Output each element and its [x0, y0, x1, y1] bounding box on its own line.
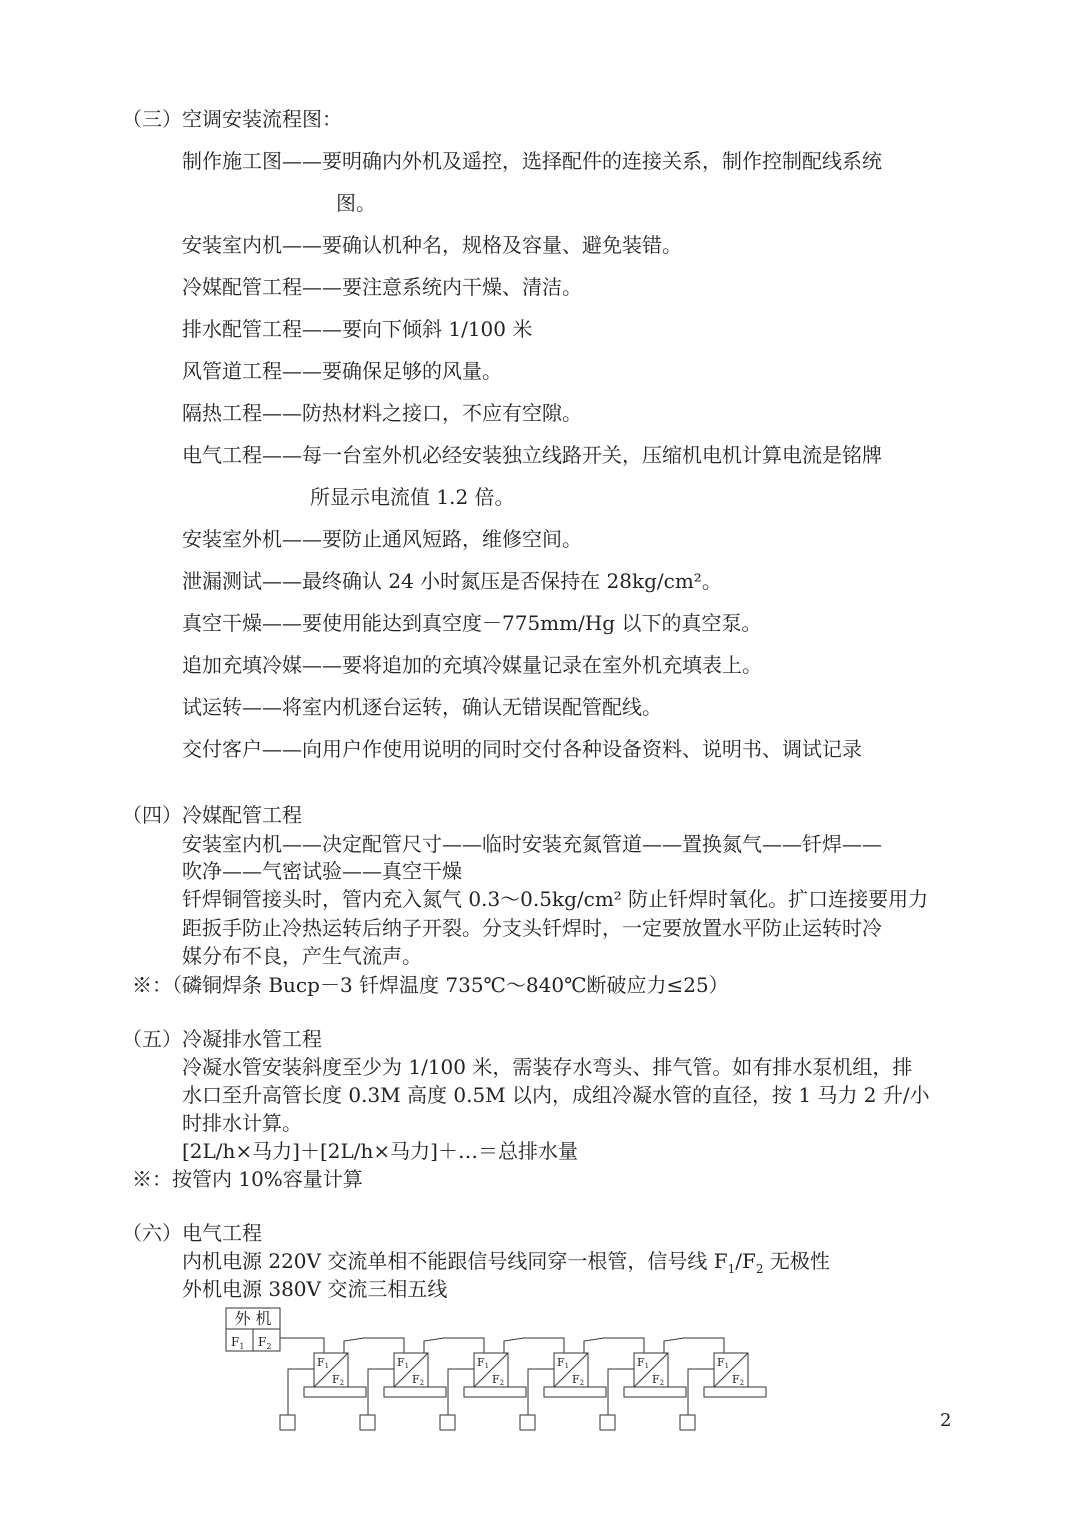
section5-line: 时排水计算。 [182, 1111, 302, 1135]
signal-line [344, 1338, 404, 1353]
remote-controller-box [520, 1415, 535, 1430]
controller-wire [528, 1369, 554, 1415]
section3-item: 真空干燥——要使用能达到真空度－775mm/Hg 以下的真空泵。 [182, 611, 762, 635]
indoor-units-group [280, 1338, 766, 1430]
page-number: 2 [940, 1410, 952, 1431]
section3-item: 所显示电流值 1.2 倍。 [310, 485, 515, 509]
signal-line [664, 1338, 724, 1353]
section3-item: 排水配管工程——要向下倾斜 1/100 米 [182, 317, 533, 341]
section6-heading: （六）电气工程 [122, 1221, 262, 1245]
controller-wire [608, 1369, 634, 1415]
section5-line: 水口至升高管长度 0.3M 高度 0.5M 以内，成组冷凝水管的直径，按 1 马力 2 升/小 [182, 1083, 930, 1107]
section5-heading: （五）冷凝排水管工程 [122, 1027, 322, 1051]
section4-line: 安装室内机——决定配管尺寸——临时安装充氮管道——置换氮气——钎焊—— [182, 832, 882, 856]
controller-wire [288, 1369, 314, 1415]
section4-line: 距扳手防止冷热运转后纳子开裂。分支头钎焊时，一定要放置水平防止运转时冷 [182, 916, 882, 940]
section3-item: 风管道工程——要确保足够的风量。 [182, 359, 502, 383]
section3-item: 交付客户——向用户作使用说明的同时交付各种设备资料、说明书、调试记录 [182, 737, 862, 761]
indoor-unit-base [544, 1387, 606, 1397]
section3-item: 泄漏测试——最终确认 24 小时氮压是否保持在 28kg/cm²。 [182, 569, 722, 593]
section6-line: 外机电源 380V 交流三相五线 [182, 1277, 448, 1301]
section3-item: 试运转——将室内机逐台运转，确认无错误配管配线。 [182, 695, 662, 719]
terminal-f2-label: F2 [572, 1373, 585, 1387]
terminal-f1-label: $F_1$ [231, 1335, 245, 1351]
signal-line [424, 1338, 484, 1353]
section3-item: 冷媒配管工程——要注意系统内干燥、清洁。 [182, 275, 582, 299]
section3-heading: （三）空调安装流程图： [122, 107, 342, 131]
section3-item: 安装室内机——要确认机种名，规格及容量、避免装错。 [182, 233, 682, 257]
remote-controller-box [600, 1415, 615, 1430]
section6-line-text: /F [735, 1249, 756, 1273]
terminal-f1-label: F1 [717, 1356, 730, 1370]
section5-line: 冷凝水管安装斜度至少为 1/100 米，需装存水弯头、排气管。如有排水泵机组，排 [182, 1055, 913, 1079]
section4-heading: （四）冷媒配管工程 [122, 803, 302, 827]
remote-controller-box [440, 1415, 455, 1430]
remote-controller-box [360, 1415, 375, 1430]
terminal-f2-label: F2 [732, 1373, 745, 1387]
terminal-f1-label: F1 [477, 1356, 490, 1370]
signal-line [308, 1338, 324, 1353]
subscript: 1 [727, 1262, 736, 1276]
section5-formula: [2L/h×马力]＋[2L/h×马力]＋…＝总排水量 [182, 1139, 578, 1163]
indoor-unit-base [304, 1387, 366, 1397]
wiring-diagram [222, 1305, 782, 1435]
subscript: 2 [755, 1262, 764, 1276]
terminal-f1-label: F1 [397, 1356, 410, 1370]
remote-controller-box [280, 1415, 295, 1430]
section4-line: 钎焊铜管接头时，管内充入氮气 0.3～0.5kg/cm² 防止钎焊时氧化。扩口连接要用力 [182, 887, 929, 911]
controller-wire [688, 1369, 714, 1415]
indoor-unit-base [704, 1387, 766, 1397]
section3-item: 图。 [336, 191, 376, 215]
outdoor-unit [226, 1308, 280, 1351]
section6-line [182, 1248, 830, 1274]
controller-wire [448, 1369, 474, 1415]
outdoor-unit-label: 外 机 [234, 1309, 272, 1328]
section6-line-text: 无极性 [763, 1249, 830, 1273]
section3-item: 安装室外机——要防止通风短路，维修空间。 [182, 527, 582, 551]
terminal-f2-label: $F_2$ [258, 1335, 272, 1351]
terminal-f2-label: F2 [652, 1373, 665, 1387]
terminal-f2-label: F2 [332, 1373, 345, 1387]
section3-item: 电气工程——每一台室外机必经安装独立线路开关，压缩机电机计算电流是铭牌 [182, 443, 882, 467]
terminal-f2-label: F2 [412, 1373, 425, 1387]
terminal-f1-label: F1 [637, 1356, 650, 1370]
signal-line [584, 1338, 644, 1353]
section3-item: 制作施工图——要明确内外机及遥控，选择配件的连接关系，制作控制配线系统 [182, 149, 882, 173]
indoor-unit-base [464, 1387, 526, 1397]
remote-controller-box [680, 1415, 695, 1430]
section4-line: 媒分布不良，产生气流声。 [182, 944, 422, 968]
signal-line [504, 1338, 564, 1353]
controller-wire [368, 1369, 394, 1415]
terminal-f1-label: F1 [317, 1356, 330, 1370]
section4-line: 吹净——气密试验——真空干燥 [182, 859, 462, 883]
indoor-unit-base [624, 1387, 686, 1397]
terminal-f2-label: F2 [492, 1373, 505, 1387]
section4-note: ※：（磷铜焊条 Bucp－3 钎焊温度 735℃～840℃断破应力≤25） [132, 973, 729, 997]
section3-item: 追加充填冷媒——要将追加的充填冷媒量记录在室外机充填表上。 [182, 653, 762, 677]
section3-item: 隔热工程——防热材料之接口，不应有空隙。 [182, 401, 582, 425]
terminal-f1-label: F1 [557, 1356, 570, 1370]
section5-note: ※：按管内 10%容量计算 [132, 1167, 363, 1191]
indoor-unit-base [384, 1387, 446, 1397]
section6-line-text: 内机电源 220V 交流单相不能跟信号线同穿一根管，信号线 F [182, 1249, 728, 1273]
